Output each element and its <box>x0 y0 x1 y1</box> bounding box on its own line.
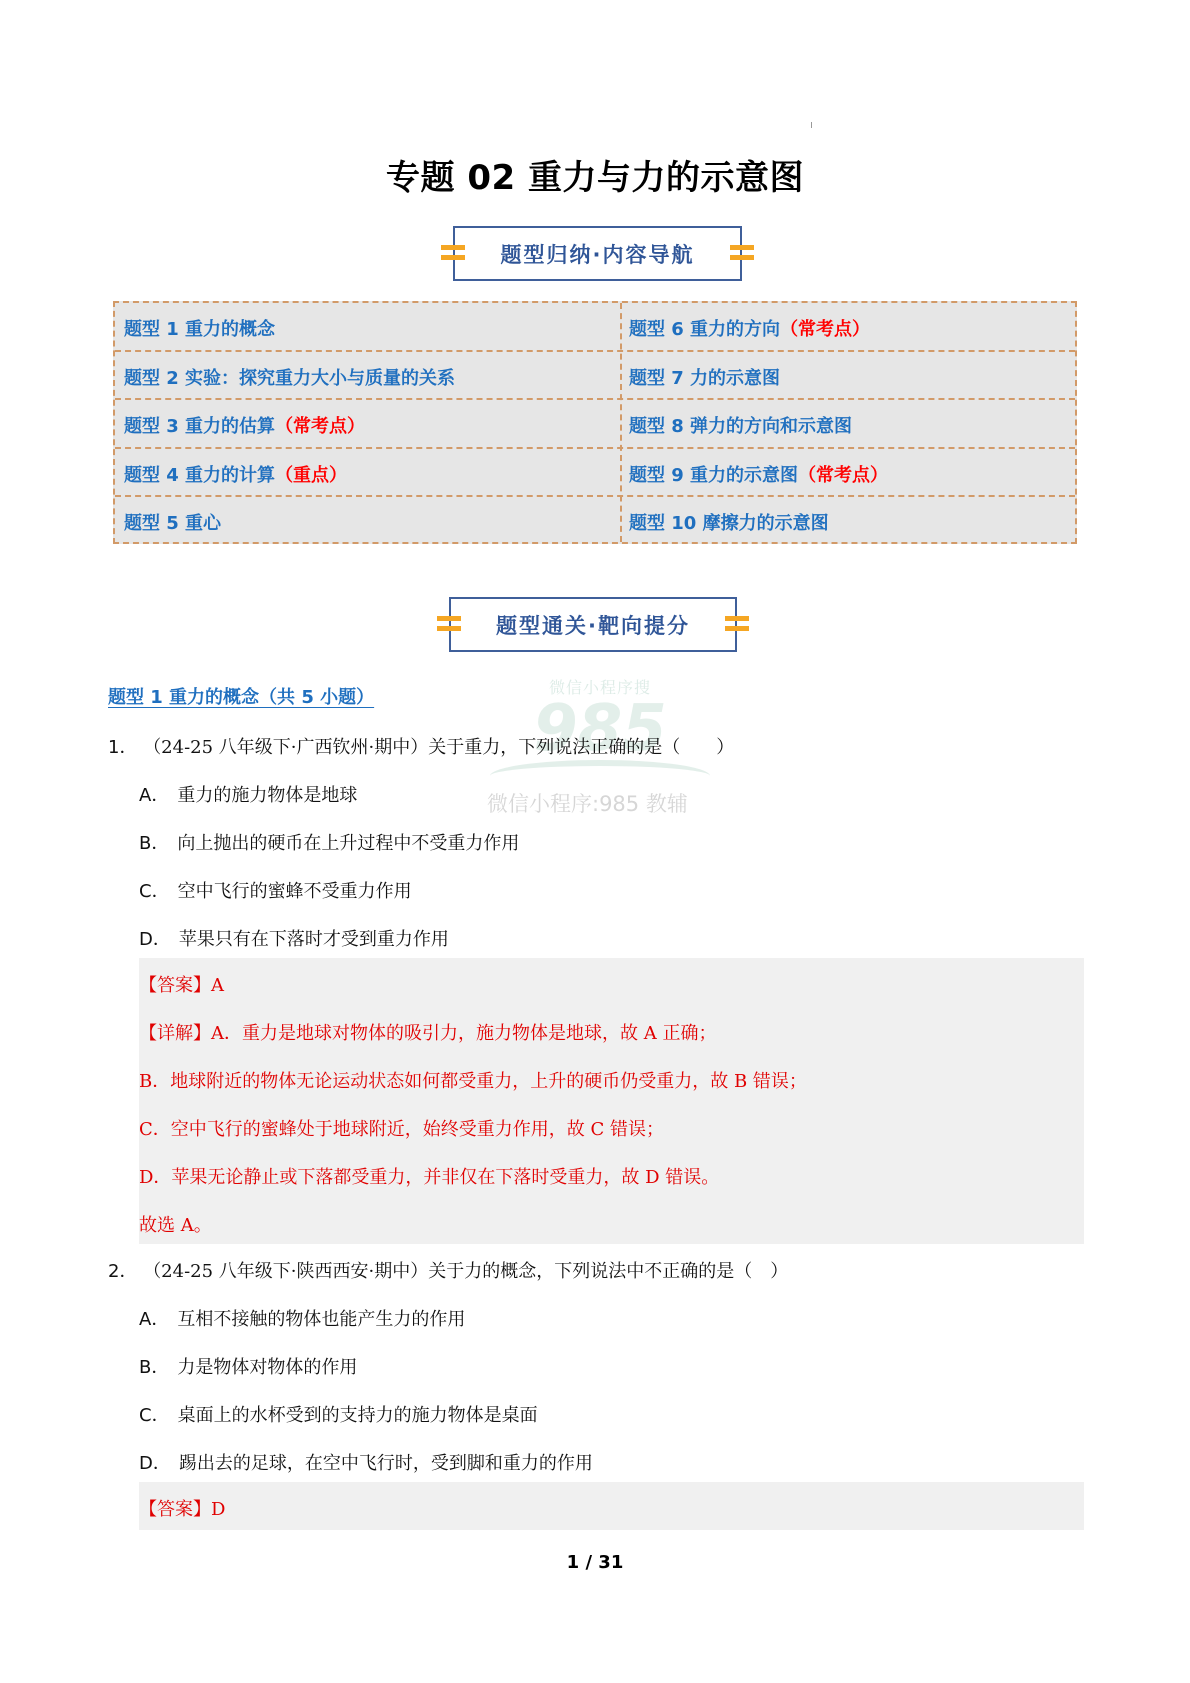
table-row <box>115 497 1075 546</box>
question-1-option-b: B． 向上抛出的硬币在上升过程中不受重力作用 <box>139 833 520 854</box>
topic-link-10[interactable]: 题型 10 摩擦力的示意图 <box>629 513 829 534</box>
topic-link-1[interactable]: 题型 1 重力的概念 <box>124 319 276 340</box>
explanation-line: D．苹果无论静止或下落都受重力，并非仅在下落时受重力，故 D 错误。 <box>139 1167 720 1188</box>
table-row <box>115 352 1075 401</box>
watermark-number: 985 <box>533 692 667 766</box>
answer-value: A <box>211 975 224 996</box>
question-1-stem <box>108 733 734 759</box>
question-2-option-a: A． 互相不接触的物体也能产生力的作用 <box>139 1309 466 1330</box>
page-title: 专题 02 重力与力的示意图 <box>386 158 804 198</box>
practice-banner-title: 题型通关·靶向提分 <box>496 614 690 638</box>
question-1-answer-box <box>139 958 1084 1244</box>
frequent-badge: （常考点） <box>780 319 871 340</box>
explanation-line: 【详解】A．重力是地球对物体的吸引力，施力物体是地球，故 A 正确； <box>139 1023 717 1044</box>
nav-banner <box>453 226 742 281</box>
question-text: （24-25 八年级下·广西钦州·期中）关于重力，下列说法正确的是（ ） <box>143 737 735 758</box>
table-row <box>115 449 1075 498</box>
question-text: （24-25 八年级下·陕西西安·期中）关于力的概念，下列说法中不正确的是（ ） <box>143 1261 789 1282</box>
topic-link-4[interactable]: 题型 4 重力的计算（重点） <box>124 464 348 486</box>
section-heading[interactable]: 题型 1 重力的概念（共 5 小题） <box>108 687 375 708</box>
nav-banner-title: 题型归纳·内容导航 <box>500 243 695 267</box>
answer-value: D <box>211 1499 226 1520</box>
question-1-option-c: C． 空中飞行的蜜蜂不受重力作用 <box>139 881 412 902</box>
question-2-stem <box>108 1257 788 1283</box>
table-row <box>115 400 1075 449</box>
answer-tag: 【答案】 <box>139 975 211 996</box>
watermark-bottom-text: 微信小程序:985 教辅 <box>487 792 688 816</box>
topic-link-6[interactable]: 题型 6 重力的方向（常考点） <box>629 319 871 340</box>
question-1-option-a: A． 重力的施力物体是地球 <box>139 785 358 806</box>
topic-link-9[interactable]: 题型 9 重力的示意图（常考点） <box>629 464 889 486</box>
table-row <box>115 303 1075 352</box>
question-2-option-c: C． 桌面上的水杯受到的支持力的施力物体是桌面 <box>139 1405 538 1426</box>
conclusion-line: 故选 A。 <box>139 1215 212 1236</box>
frequent-badge: （常考点） <box>275 416 366 437</box>
question-2-option-d: D． 踢出去的足球，在空中飞行时，受到脚和重力的作用 <box>139 1453 593 1474</box>
question-2-answer-box <box>139 1482 1084 1530</box>
topic-link-2[interactable]: 题型 2 实验：探究重力大小与质量的关系 <box>124 367 456 389</box>
practice-banner <box>449 597 737 652</box>
topic-link-3[interactable]: 题型 3 重力的估算（常考点） <box>124 416 366 437</box>
explanation-line: B．地球附近的物体无论运动状态如何都受重力，上升的硬币仍受重力，故 B 错误； <box>139 1071 807 1092</box>
topic-navigation-table <box>113 301 1077 544</box>
topic-link-7[interactable]: 题型 7 力的示意图 <box>629 367 781 389</box>
page-indicator: 1 / 31 <box>566 1552 624 1573</box>
question-number: 1． <box>108 737 138 758</box>
explanation-tag: 【详解】 <box>139 1023 211 1044</box>
key-point-badge: （重点） <box>275 464 348 486</box>
question-1-option-d: D． 苹果只有在下落时才受到重力作用 <box>139 929 449 950</box>
question-number: 2． <box>108 1261 138 1282</box>
answer-line <box>139 971 224 997</box>
answer-line <box>139 1495 225 1521</box>
topic-link-8[interactable]: 题型 8 弹力的方向和示意图 <box>629 416 853 437</box>
header-mark <box>811 122 812 128</box>
explanation-line: C．空中飞行的蜜蜂处于地球附近，始终受重力作用，故 C 错误； <box>139 1119 664 1140</box>
topic-link-5[interactable]: 题型 5 重心 <box>124 513 222 534</box>
answer-tag: 【答案】 <box>139 1499 211 1520</box>
watermark-top-text: 微信小程序搜 <box>548 678 651 697</box>
question-2-option-b: B． 力是物体对物体的作用 <box>139 1357 358 1378</box>
frequent-badge: （常考点） <box>798 464 889 486</box>
